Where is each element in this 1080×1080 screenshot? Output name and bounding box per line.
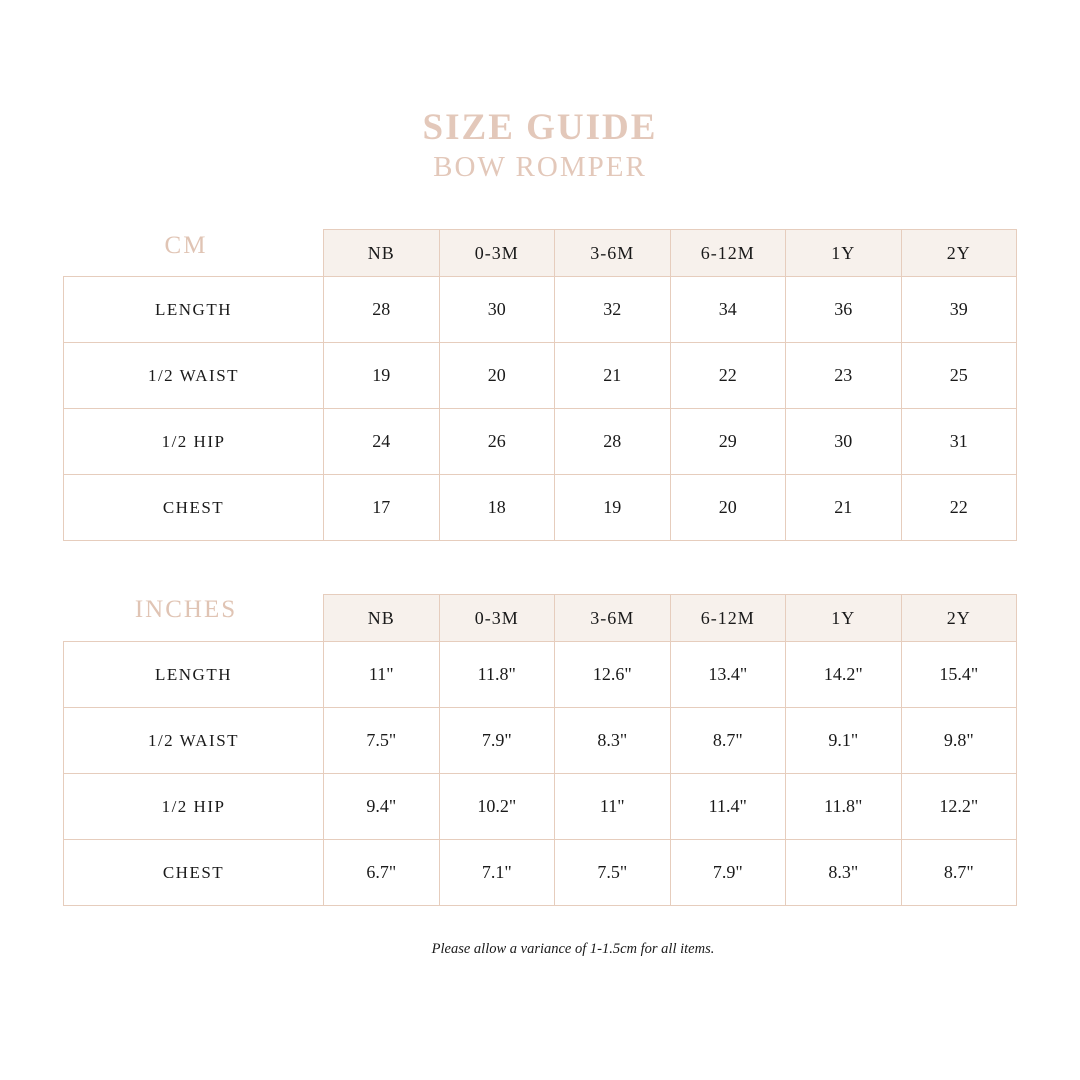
table-cell: 29 [670,408,787,475]
table-cell: 22 [670,342,787,409]
table-cell: 7.9" [439,707,556,774]
size-table-inches [63,594,1016,904]
row-label: 1/2 WAIST [63,707,324,774]
column-header: 6-12M [670,594,787,642]
table-cell: 14.2" [785,641,902,708]
table-cell: 11.8" [439,641,556,708]
table-cell: 7.9" [670,839,787,906]
column-header: 2Y [901,594,1018,642]
table-cell: 31 [901,408,1018,475]
column-header: NB [323,229,440,277]
table-cell: 26 [439,408,556,475]
page-title: SIZE GUIDE [422,107,658,148]
table-cell: 13.4" [670,641,787,708]
page-subtitle: BOW ROMPER [433,151,647,183]
column-header: 0-3M [439,229,556,277]
variance-note: Please allow a variance of 1-1.5cm for all items. [431,941,715,957]
column-header: NB [323,594,440,642]
table-cell: 9.4" [323,773,440,840]
table-cell: 20 [439,342,556,409]
row-label: 1/2 HIP [63,773,324,840]
column-header: 1Y [785,594,902,642]
table-cell: 18 [439,474,556,541]
column-header: 2Y [901,229,1018,277]
table-cell: 17 [323,474,440,541]
column-header: 6-12M [670,229,787,277]
row-label: CHEST [63,839,324,906]
table-cell: 8.7" [670,707,787,774]
column-header: 1Y [785,229,902,277]
table-cell: 8.3" [554,707,671,774]
table-cell: 8.7" [901,839,1018,906]
table-cell: 22 [901,474,1018,541]
table-cell: 11.8" [785,773,902,840]
table-cell: 11" [554,773,671,840]
table-cell: 34 [670,276,787,343]
table-cell: 11.4" [670,773,787,840]
table-cell: 21 [785,474,902,541]
table-cell: 21 [554,342,671,409]
table-cell: 9.8" [901,707,1018,774]
size-table-cm [63,229,1016,539]
table-cell: 30 [439,276,556,343]
row-label: CHEST [63,474,324,541]
table-cell: 7.5" [323,707,440,774]
table-cell: 20 [670,474,787,541]
table-cell: 25 [901,342,1018,409]
unit-label-inches: INCHES [134,596,238,623]
table-cell: 9.1" [785,707,902,774]
table-cell: 28 [554,408,671,475]
table-cell: 7.1" [439,839,556,906]
table-cell: 23 [785,342,902,409]
table-cell: 6.7" [323,839,440,906]
row-label: LENGTH [63,641,324,708]
row-label: LENGTH [63,276,324,343]
column-header: 3-6M [554,594,671,642]
table-cell: 15.4" [901,641,1018,708]
table-cell: 19 [323,342,440,409]
table-cell: 12.6" [554,641,671,708]
table-cell: 30 [785,408,902,475]
unit-label-cm: CM [164,232,208,259]
row-label: 1/2 WAIST [63,342,324,409]
column-header: 0-3M [439,594,556,642]
column-header: 3-6M [554,229,671,277]
table-cell: 19 [554,474,671,541]
table-cell: 24 [323,408,440,475]
table-cell: 12.2" [901,773,1018,840]
table-cell: 28 [323,276,440,343]
row-label: 1/2 HIP [63,408,324,475]
table-cell: 8.3" [785,839,902,906]
table-cell: 7.5" [554,839,671,906]
table-cell: 36 [785,276,902,343]
table-cell: 39 [901,276,1018,343]
table-cell: 11" [323,641,440,708]
table-cell: 32 [554,276,671,343]
table-cell: 10.2" [439,773,556,840]
